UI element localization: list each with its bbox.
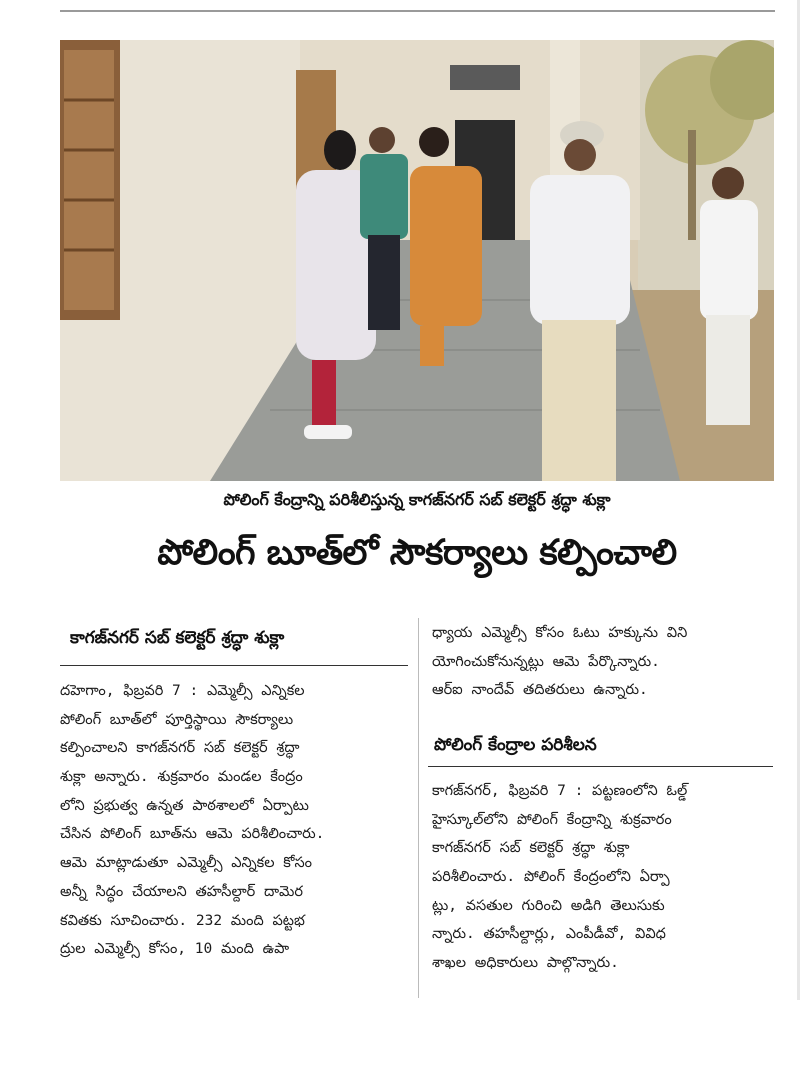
body-line: శుక్లా అన్నారు. శుక్రవారం మండల కేంద్రం [60,769,303,786]
right-subhead-rule [428,766,773,767]
right-column-continuation [432,619,777,705]
top-rule [60,10,775,12]
photo-caption: పోలింగ్ కేంద్రాన్ని పరిశీలిస్తున్న కాగజ్‌నగర్ సబ్ కలెక్టర్ శ్రద్ధా శుక్లా [223,490,611,509]
right-column-body [432,777,777,978]
news-photo [60,40,774,481]
body-line: పోలింగ్ బూత్‌లో పూర్తిస్థాయి సౌకర్యాలు [60,711,294,728]
body-line: కాగజ్‌నగర్ సబ్ కలెక్టర్ శ్రద్ధా శుక్లా [432,840,630,857]
column-divider [418,618,419,998]
body-line: పరిశీలించారు. పోలింగ్ కేంద్రంలోని ఏర్పా [432,869,670,886]
body-line: న్నారు. తహసీల్దార్లు, ఎంపీడీవో, వివిధ [432,926,666,943]
body-line: కల్పించాలని కాగజ్‌నగర్ సబ్ కలెక్టర్ శ్రద్ధా [60,740,300,757]
headline: పోలింగ్ బూత్‌లో సౌకర్యాలు కల్పించాలి [157,533,677,573]
body-line: హైస్కూల్‌లోని పోలింగ్ కేంద్రాన్ని శుక్రవారం [432,811,672,828]
body-line: అన్నీ సిద్ధం చేయాలని తహసీల్దార్ దామెర [60,883,303,900]
body-line: లోని ప్రభుత్వ ఉన్నత పాఠశాలలో ఏర్పాటు [60,797,309,814]
body-line: కవితకు సూచించారు. 232 మంది పట్టభ [60,912,305,929]
body-line: ఆర్ఐ నాందేవ్ తదితరులు ఉన్నారు. [432,682,648,699]
body-line: కాగజ్‌నగర్, ఫిబ్రవరి 7 : పట్టణంలోని ఓల్డ్ [432,783,688,799]
body-line: ధ్యాయ ఎమ్మెల్సీ కోసం ఓటు హక్కును విని [432,625,688,641]
photo-icon [60,40,774,481]
body-line: ఆమె మాట్లాడుతూ ఎమ్మెల్సీ ఎన్నికల కోసం [60,855,312,872]
left-subhead: కాగజ్‌నగర్ సబ్ కలెక్టర్ శ్రద్ధా శుక్లా [70,628,285,648]
body-line: చేసిన పోలింగ్ బూత్‌ను ఆమె పరిశీలించారు. [60,826,325,843]
left-subhead-rule [60,665,408,666]
left-column-body [60,677,410,964]
body-line: దహెగాం, ఫిబ్రవరి 7 : ఎమ్మెల్సీ ఎన్నికల [60,683,305,699]
body-line: శాఖల అధికారులు పాల్గొన్నారు. [432,955,619,972]
body-line: ట్లు, వసతుల గురించి అడిగి తెలుసుకు [432,897,665,914]
right-subhead: పోలింగ్ కేంద్రాల పరిశీలన [434,735,597,755]
body-line: ద్రుల ఎమ్మెల్సీ కోసం, 10 మంది ఉపా [60,941,290,958]
body-line: యోగించుకోనున్నట్లు ఆమె పేర్కొన్నారు. [432,653,660,670]
